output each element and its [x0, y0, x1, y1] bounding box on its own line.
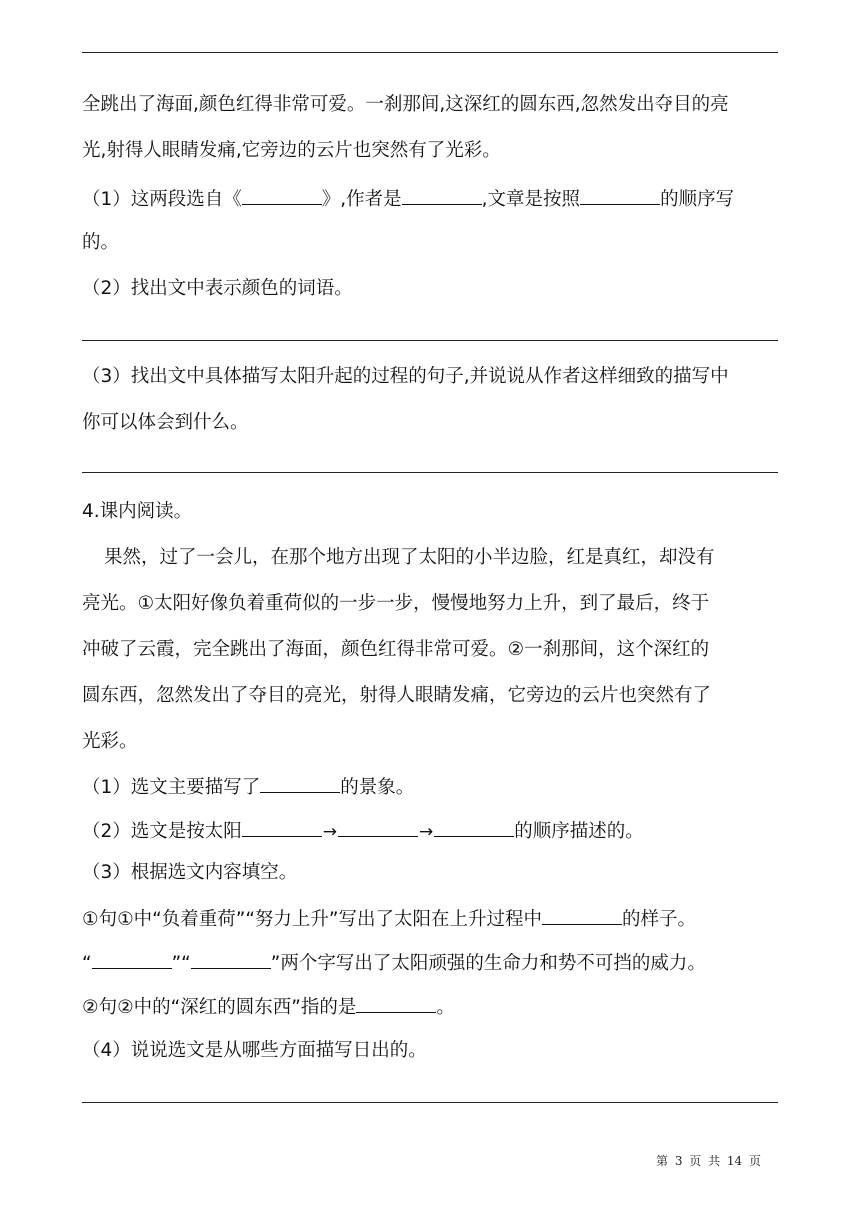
answer-blank[interactable] — [242, 816, 322, 837]
fill-item-2 — [82, 948, 778, 977]
question-4-2 — [82, 816, 778, 845]
answer-blank[interactable] — [542, 904, 622, 925]
answer-blank[interactable] — [580, 184, 660, 205]
arrow-right-icon: → — [322, 822, 338, 842]
question-text: （2）选文是按太阳 — [82, 821, 242, 842]
answer-blank[interactable] — [338, 816, 418, 837]
question-text: 。 — [436, 997, 455, 1018]
answer-line[interactable] — [82, 1102, 778, 1103]
section-heading: 4.课内阅读。 — [82, 501, 193, 522]
question-4-1 — [82, 772, 778, 801]
passage-line: 全跳出了海面,颜色红得非常可爱。一刹那间,这深红的圆东西,忽然发出夺目的亮 — [82, 94, 729, 115]
passage-line: 亮光。①太阳好像负着重荷似的一步一步，慢慢地努力上升，到了最后，终于 — [82, 593, 710, 614]
top-divider — [82, 52, 778, 53]
question-text: ②句②中的“深红的圆东西”指的是 — [82, 997, 357, 1018]
question-text: 》,作者是 — [321, 189, 402, 210]
fill-item-1 — [82, 904, 778, 933]
passage-line: 冲破了云霞，完全跳出了海面，颜色红得非常可爱。②一刹那间，这个深红的 — [82, 639, 710, 660]
question-text: ,文章是按照 — [481, 189, 581, 210]
answer-line[interactable] — [82, 472, 778, 473]
question-3-3: （3）找出文中具体描写太阳升起的过程的句子,并说说从作者这样细致的描写中 — [82, 366, 729, 387]
answer-blank[interactable] — [402, 184, 482, 205]
fill-item-3 — [82, 992, 778, 1021]
passage-line: 光,射得人眼睛发痛,它旁边的云片也突然有了光彩。 — [82, 140, 501, 161]
question-text: 的样子。 — [622, 909, 697, 930]
question-4-4: （4）说说选文是从哪些方面描写日出的。 — [82, 1040, 427, 1061]
page-number: 第 3 页 共 14 页 — [656, 1154, 761, 1168]
answer-blank[interactable] — [191, 948, 271, 969]
answer-blank[interactable] — [434, 816, 514, 837]
answer-line[interactable] — [82, 340, 778, 341]
quote-mark: ”“ — [171, 953, 191, 974]
question-text: 的。 — [82, 232, 120, 253]
answer-blank[interactable] — [260, 772, 340, 793]
question-text: ①句①中“负着重荷”“努力上升”写出了太阳在上升过程中 — [82, 909, 543, 930]
question-text: 的顺序写 — [660, 189, 735, 210]
question-text: （1）选文主要描写了 — [82, 777, 261, 798]
answer-blank[interactable] — [242, 184, 322, 205]
question-3-3-cont: 你可以体会到什么。 — [82, 412, 249, 433]
question-text: 的顺序描述的。 — [514, 821, 644, 842]
answer-blank[interactable] — [356, 992, 436, 1013]
passage-line: 圆东西，忽然发出了夺目的亮光，射得人眼睛发痛，它旁边的云片也突然有了 — [82, 685, 712, 706]
question-text: ”两个字写出了太阳顽强的生命力和势不可挡的威力。 — [270, 953, 706, 974]
arrow-right-icon: → — [419, 822, 434, 842]
passage-line: 光彩。 — [82, 731, 138, 752]
answer-blank[interactable] — [92, 948, 172, 969]
passage-line: 果然，过了一会儿，在那个地方出现了太阳的小半边脸，红是真红，却没有 — [104, 547, 715, 568]
question-4-3: （3）根据选文内容填空。 — [82, 862, 298, 883]
question-text: （1）这两段选自《 — [82, 189, 242, 210]
question-3-2: （2）找出文中表示颜色的词语。 — [82, 278, 353, 299]
quote-mark: “ — [82, 953, 92, 974]
question-3-1 — [82, 184, 778, 213]
question-text: 的景象。 — [340, 777, 415, 798]
